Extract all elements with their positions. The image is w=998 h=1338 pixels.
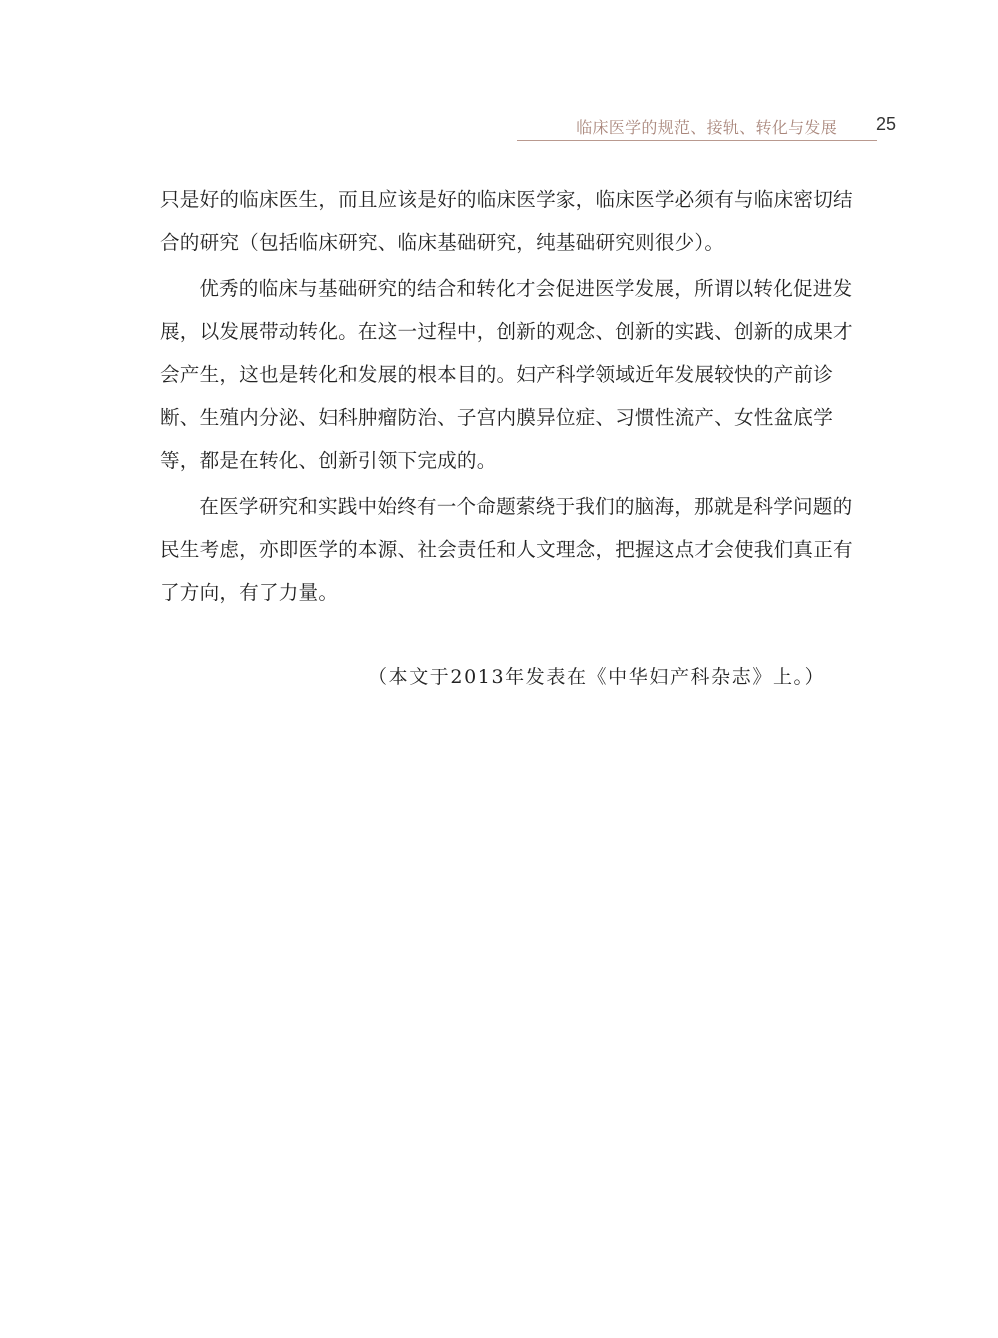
paragraph-3: 在医学研究和实践中始终有一个命题萦绕于我们的脑海，那就是科学问题的民生考虑，亦即医学的本源、社会责任和人文理念，把握这点才会使我们真正有了方向，有了力量。 xyxy=(160,495,853,604)
source-note: （本文于2013年发表在《中华妇产科杂志》上。） xyxy=(368,666,826,688)
page-number: 25 xyxy=(876,114,897,134)
body-text xyxy=(160,178,860,617)
running-header xyxy=(517,112,877,141)
paragraph-2: 优秀的临床与基础研究的结合和转化才会促进医学发展，所谓以转化促进发展，以发展带动转化。在这一过程中，创新的观念、创新的实践、创新的成果才会产生，这也是转化和发展的根本目的。妇产科学领域近年发展较快的产前诊断、生殖内分泌、妇科肿瘤防治、子宫内膜异位症、习惯性流产、女性盆底学等，都是在转化、创新引领下完成的。 xyxy=(160,277,853,472)
header-title: 临床医学的规范、接轨、转化与发展 xyxy=(576,118,837,137)
paragraph-1: 只是好的临床医生，而且应该是好的临床医学家，临床医学必须有与临床密切结合的研究（包括临床研究、临床基础研究，纯基础研究则很少）。 xyxy=(160,188,853,254)
